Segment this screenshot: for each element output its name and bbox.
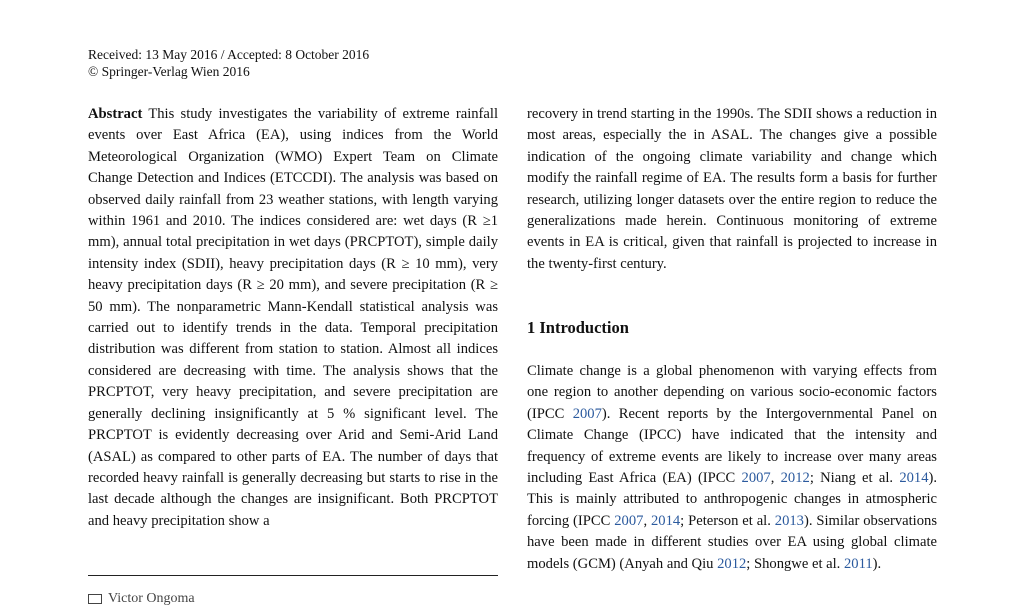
citation-link[interactable]: 2007 xyxy=(741,470,771,487)
introduction-heading: 1 Introduction xyxy=(527,318,629,337)
abstract-left-column xyxy=(88,104,498,532)
article-meta xyxy=(88,46,369,80)
copyright-notice: © Springer-Verlag Wien 2016 xyxy=(88,64,250,79)
abstract-label: Abstract xyxy=(88,106,143,122)
introduction-text: ). xyxy=(872,555,882,572)
introduction-text: ). Recent reports by the Intergovernmental Panel on Climate Change (IPCC) have indicated that the intensity and frequency of extreme events are likely to increase over many areas including East Africa (EA) (IPCC xyxy=(527,405,937,487)
citation-link[interactable]: 2014 xyxy=(650,512,681,529)
citation-link[interactable]: 2013 xyxy=(774,512,804,529)
corresponding-author xyxy=(88,591,195,607)
abstract-text-right: recovery in trend starting in the 1990s. The SDII shows a reduction in most areas, especially the in ASAL. The changes give a possible indication of the ongoing climate variability and change which modify the rainfall regime of EA. The results form a basis for further research, utilizing longer datasets over the entire region to reduce the generalizations made herein. Continuous monitoring of extreme events in EA is critical, given that rainfall is projected to increase in the twenty-first century. xyxy=(527,106,937,272)
introduction-text: ; Shongwe et al. xyxy=(746,555,844,572)
introduction-text: Climate change is a global phenomenon with varying effects from one region to another depending on various socio-economic factors (IPCC xyxy=(527,363,937,422)
citation-link[interactable]: 2011 xyxy=(843,555,873,572)
footnote-divider xyxy=(88,575,498,576)
received-accepted-dates: Received: 13 May 2016 / Accepted: 8 October 2016 xyxy=(88,47,370,62)
introduction-text: , xyxy=(643,512,651,529)
introduction-text: ; Peterson et al. xyxy=(680,512,775,529)
introduction-text: ). This is mainly attributed to anthropogenic changes in atmospheric forcing (IPCC xyxy=(527,470,938,529)
envelope-icon xyxy=(88,594,102,604)
abstract-paragraph xyxy=(88,104,498,532)
abstract-text-left: This study investigates the variability of extreme rainfall events over East Africa (EA), using indices from the World Meteorological Organization (WMO) Expert Team on Climate Change Detection and Indices (ETCCDI). The analysis was based on observed daily rainfall from 23 weather stations, with length varying within 1961 and 2010. The indices considered are: wet days (R ≥1 mm), annual total precipitation in wet days (PRCPTOT), simple daily intensity index (SDII), heavy precipitation days (R ≥ 10 mm), very heavy precipitation days (R ≥ 20 mm), and severe precipitation (R ≥ 50 mm). The nonparametric Mann-Kendall statistical analysis was carried out to identify trends in the data. Temporal precipitation distribution was different from station to station. Almost all indices considered are decreasing with time. The analysis shows that the PRCPTOT, very heavy precipitation, and severe precipitation are generally declining insignificantly at 5 % significant level. The PRCPTOT is evidently decreasing over Arid and Semi-Arid Land (ASAL) as compared to other parts of EA. The number of days that recorded heavy rainfall is generally decreasing but starts to rise in the last decade although the changes are insignificant. Both PRCPTOT and heavy precipitation show a xyxy=(88,106,498,529)
introduction-text: , xyxy=(770,470,781,487)
citation-link[interactable]: 2012 xyxy=(717,555,747,572)
introduction-body xyxy=(527,361,937,575)
citation-link[interactable]: 2014 xyxy=(899,470,929,487)
introduction-text: ). Similar observations have been made in different studies over EA using global climate models (GCM) (Anyah and Qiu xyxy=(527,512,938,572)
introduction-text: ; Niang et al. xyxy=(809,470,900,487)
citation-link[interactable]: 2007 xyxy=(572,405,602,422)
author-name: Victor Ongoma xyxy=(108,591,195,606)
introduction-paragraph xyxy=(527,361,937,575)
citation-link[interactable]: 2012 xyxy=(780,470,810,487)
citation-link[interactable]: 2007 xyxy=(614,512,644,529)
abstract-right-column xyxy=(527,104,937,275)
